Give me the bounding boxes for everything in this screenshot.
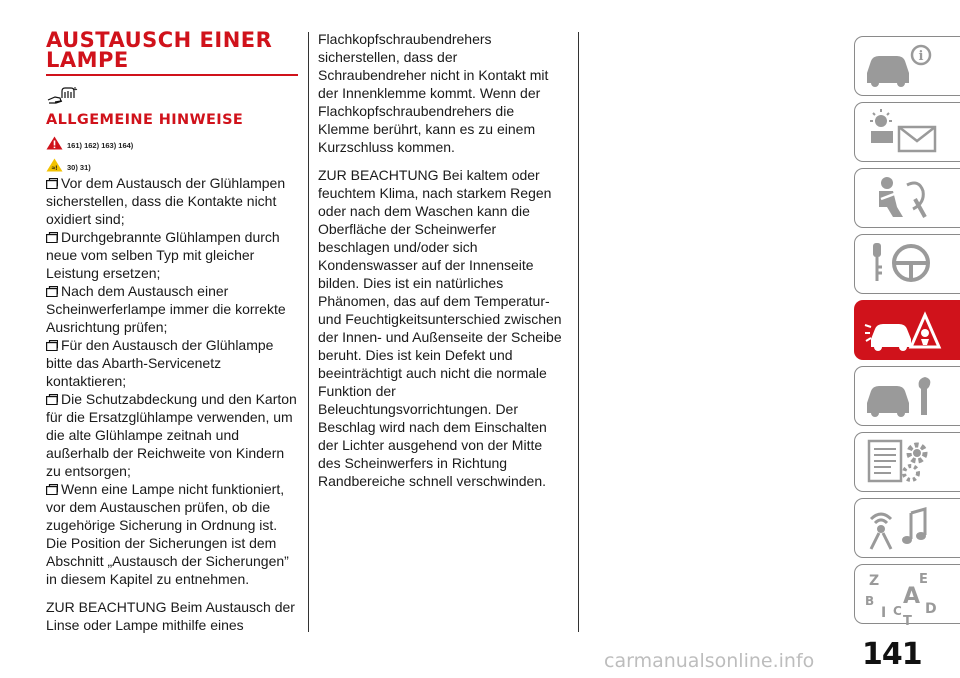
alphabetical-index-icon bbox=[863, 569, 947, 625]
bullet-icon bbox=[46, 340, 58, 351]
note-paragraph: ZUR BEACHTUNG Bei kaltem oder feuchtem Klima, nach starkem Regen oder nach dem Waschen kann die Oberfläche der Scheinwerfer beschlagen und/oder sich Kondenswasser auf der Innenseite bilden. Dies ist ein natürliches Phänomen, das auf dem Temperatur- und Feuchtigkeitsunterschied zwischen der Innen- und Außenseite der Scheibe beruht. Dies ist kein Defekt und beeinträchtigt auch nicht die normale Funktion der Beleuchtungsvorrichtungen. Der Beschlag wird nach dem Einschalten der Lichter ausgehend von der Mitte des Scheinwerfers in Richtung Randbereiche schnell verschwinden. bbox=[318, 167, 562, 489]
svg-text:E: E bbox=[919, 572, 928, 587]
caution-triangle-icon bbox=[46, 158, 63, 172]
warning-lights-mail-icon bbox=[863, 107, 947, 157]
nav-tab-maintenance[interactable] bbox=[854, 366, 960, 426]
column-divider bbox=[578, 32, 579, 632]
nav-tab-vehicle-info[interactable] bbox=[854, 36, 960, 96]
section-title: ALLGEMEINE HINWEISE bbox=[46, 112, 244, 128]
key-steering-wheel-icon bbox=[863, 239, 947, 289]
car-maintenance-icon bbox=[863, 371, 947, 421]
bullet-icon bbox=[46, 178, 58, 189]
page-number: 141 bbox=[862, 637, 922, 672]
bullet-icon bbox=[46, 286, 58, 297]
technical-data-gear-icon bbox=[863, 437, 947, 487]
svg-text:B: B bbox=[865, 594, 875, 608]
caution-refs: 30) 31) bbox=[67, 162, 91, 172]
bullet-item: Nach dem Austausch einer Scheinwerferlampe immer die korrekte Ausrichtung prüfen; bbox=[46, 283, 286, 335]
bullet-item: Vor dem Austausch der Glühlampen sicherstellen, dass die Kontakte nicht oxidiert sind; bbox=[46, 175, 286, 227]
warning-reference bbox=[46, 134, 298, 152]
svg-text:C: C bbox=[893, 604, 902, 618]
bullet-item: Durchgebrannte Glühlampen durch neue vom selben Typ mit gleicher Leistung ersetzen; bbox=[46, 229, 280, 281]
car-info-icon bbox=[863, 41, 947, 91]
bullet-item: Wenn eine Lampe nicht funktioniert, vor dem Austauschen prüfen, ob die zugehörige Sicherung in Ordnung ist. Die Position der Sicherungen ist dem Abschnitt „Austausch der Sicherungen” in diesem Kapitel zu entnehmen. bbox=[46, 481, 289, 587]
caution-reference bbox=[46, 156, 298, 174]
nav-tab-technical-data[interactable] bbox=[854, 432, 960, 492]
svg-text:A: A bbox=[903, 584, 921, 609]
svg-text:Z: Z bbox=[869, 573, 880, 589]
nav-tab-multimedia[interactable] bbox=[854, 498, 960, 558]
continuation-paragraph: Flachkopfschraubendrehers sicherstellen, dass der Schraubendreher nicht in Kontakt mit der Innenklemme kommt. Wenn der Flachkopfschraubendrehers die Klemme berührt, kann es zu einem Kurzschluss kommen. bbox=[318, 31, 549, 155]
title-rule bbox=[46, 74, 298, 76]
svg-text:D: D bbox=[925, 601, 937, 617]
nav-tab-safety[interactable] bbox=[854, 168, 960, 228]
svg-text:T: T bbox=[903, 614, 912, 625]
warning-refs: 161) 162) 163) 164) bbox=[67, 140, 134, 150]
page-title: AUSTAUSCH EINER LAMPE bbox=[46, 28, 273, 72]
breakdown-triangle-icon bbox=[863, 305, 947, 355]
nav-tab-starting-driving[interactable] bbox=[854, 234, 960, 294]
bulb-hand-icon bbox=[46, 86, 78, 108]
nav-tab-emergency[interactable] bbox=[854, 300, 960, 360]
bullet-icon bbox=[46, 394, 58, 405]
multimedia-music-icon bbox=[863, 503, 947, 553]
right-column bbox=[318, 30, 568, 490]
nav-tab-index[interactable] bbox=[854, 564, 960, 624]
bullet-item: Für den Austausch der Glühlampe bitte das Abarth-Servicenetz kontaktieren; bbox=[46, 337, 274, 389]
seat-airbag-icon bbox=[863, 173, 947, 223]
left-column bbox=[46, 30, 298, 634]
warning-triangle-icon bbox=[46, 136, 63, 150]
nav-tab-dashboard[interactable] bbox=[854, 102, 960, 162]
svg-text:≈!: ≈! bbox=[51, 165, 58, 172]
bullet-item: Die Schutzabdeckung und den Karton für die Ersatzglühlampe verwenden, um die alte Glühlampe zeitnah und außerhalb der Reichweite von Kindern zu entsorgen; bbox=[46, 391, 297, 479]
svg-text:i: i bbox=[918, 49, 924, 64]
watermark-text: carmanualsonline.info bbox=[604, 650, 815, 672]
column-divider bbox=[308, 32, 309, 632]
bullet-icon bbox=[46, 232, 58, 243]
bullet-icon bbox=[46, 484, 58, 495]
svg-text:I: I bbox=[881, 605, 887, 621]
note-paragraph: ZUR BEACHTUNG Beim Austausch der Linse oder Lampe mithilfe eines bbox=[46, 599, 295, 633]
